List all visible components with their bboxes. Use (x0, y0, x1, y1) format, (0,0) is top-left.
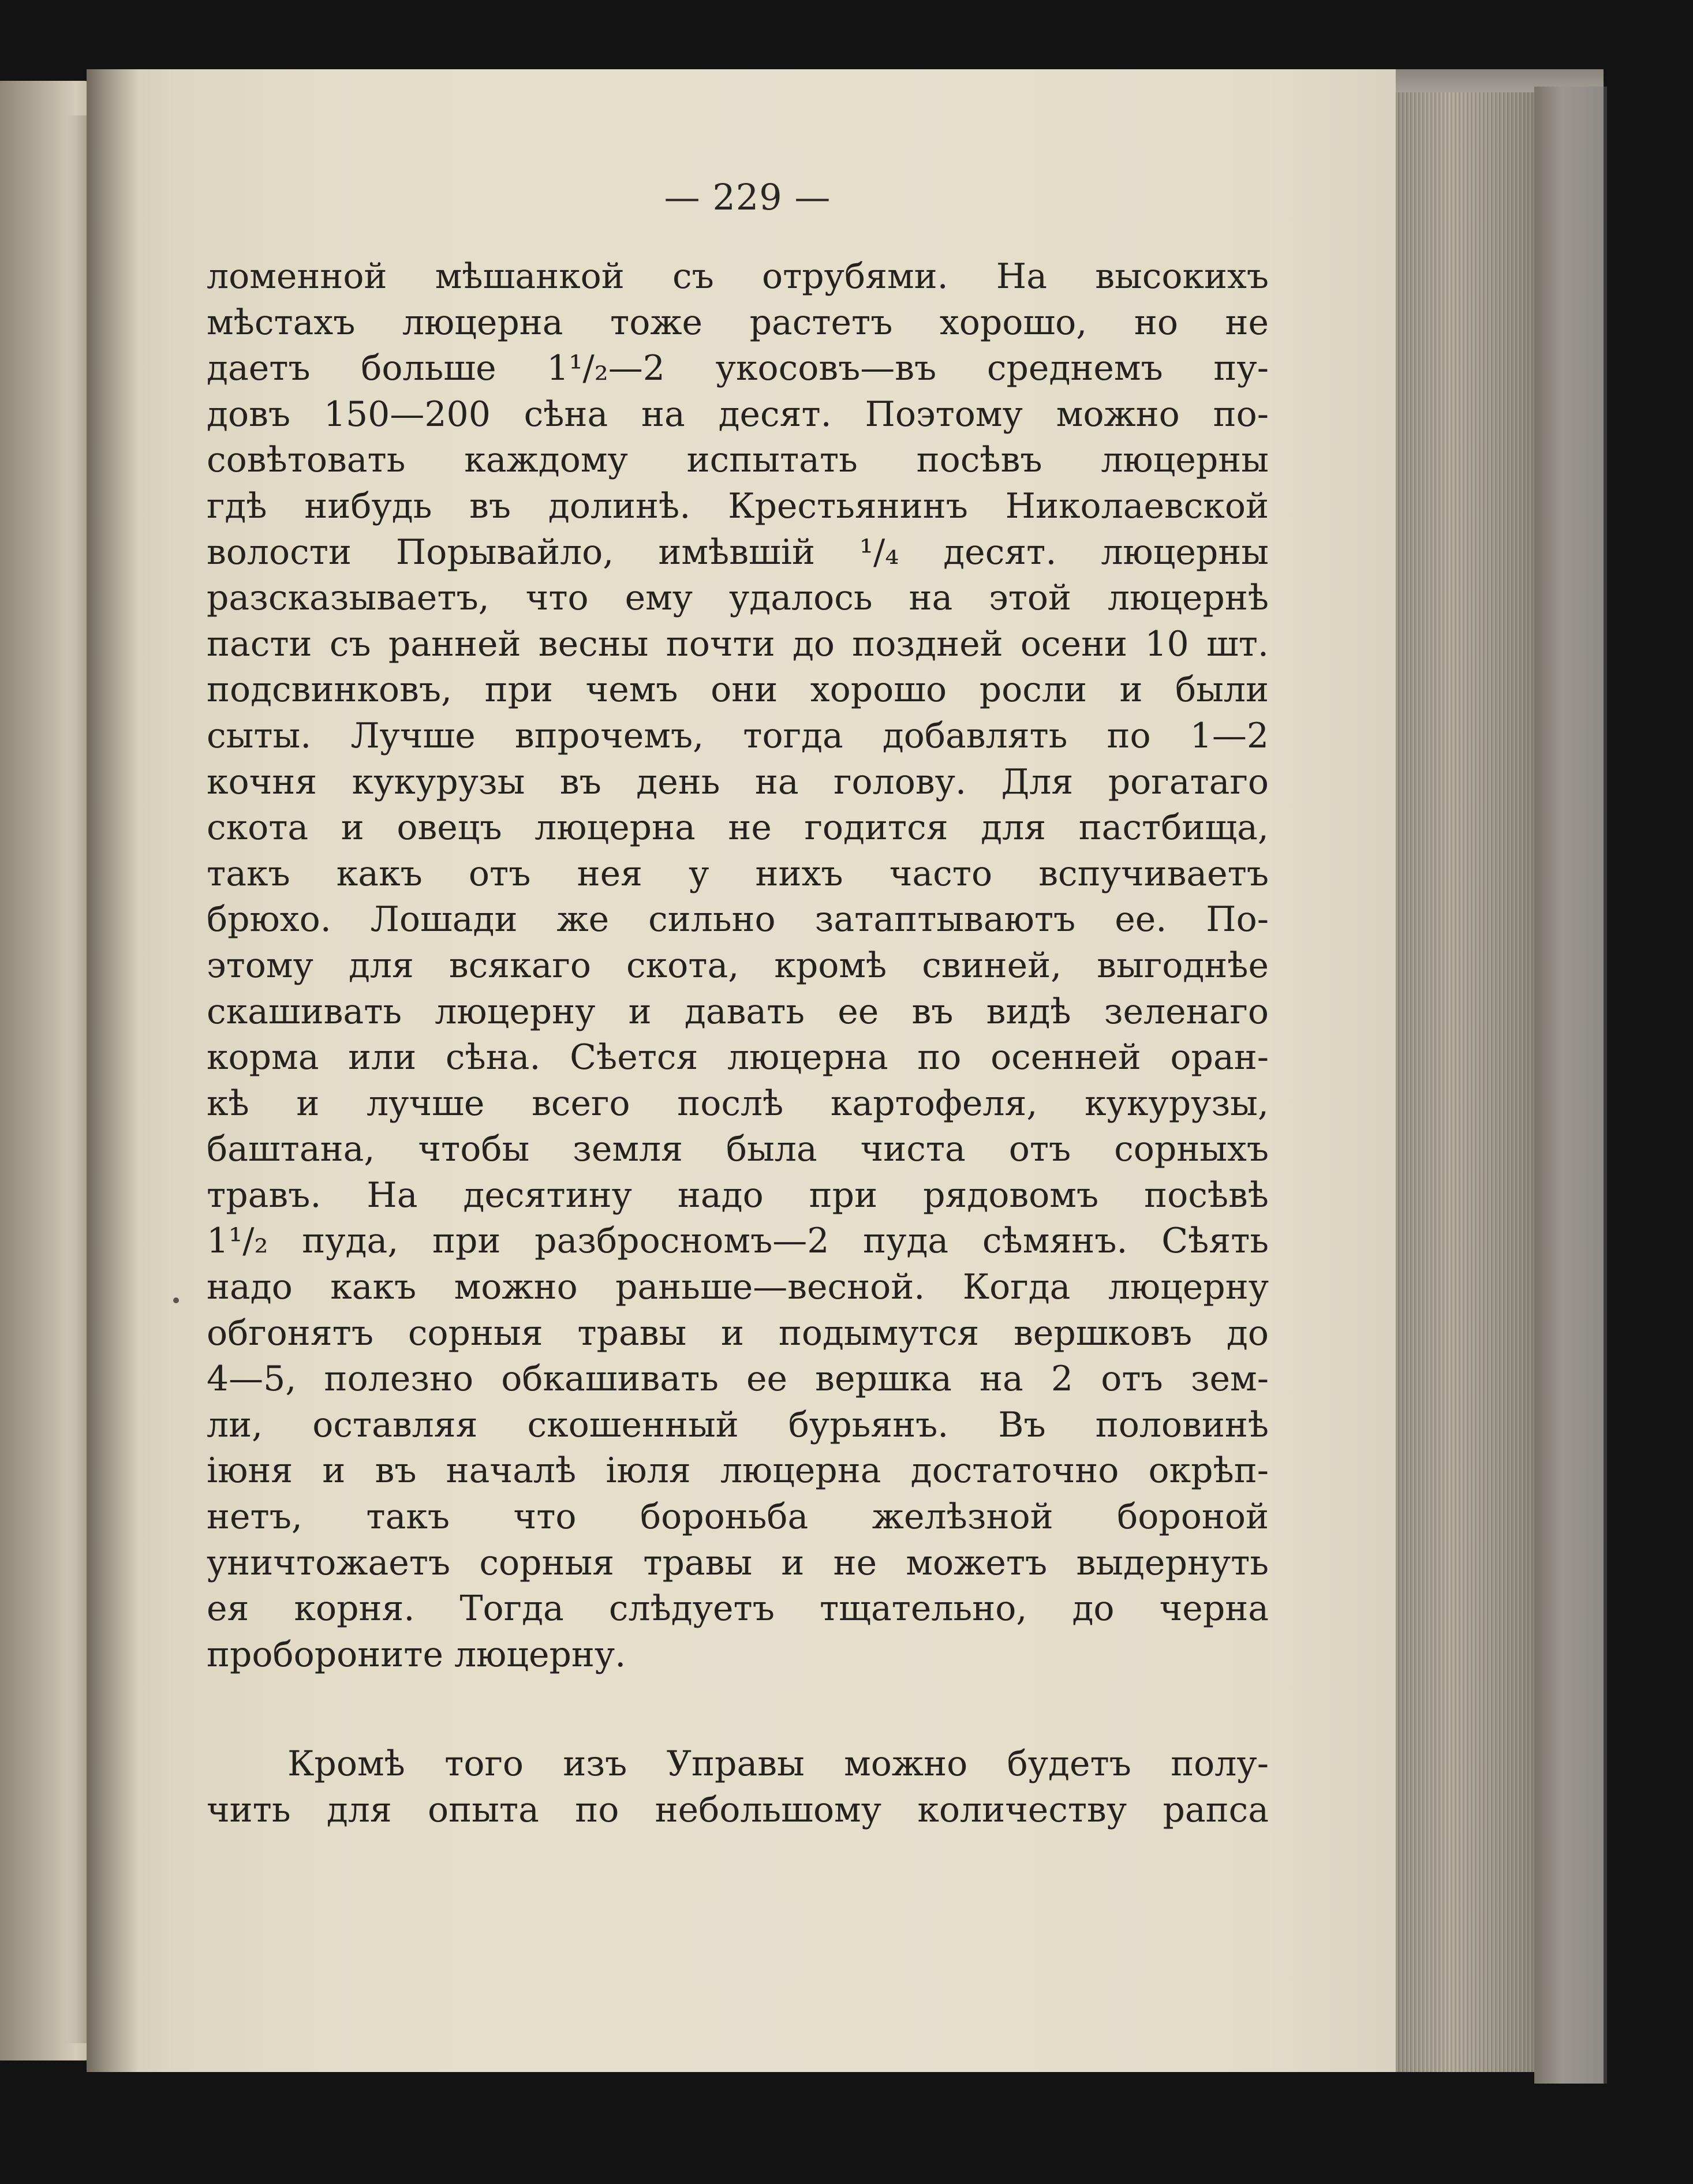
text-line: ея корня. Тогда слѣдуетъ тщательно, до черна (207, 1588, 1269, 1629)
text-line: надо какъ можно раньше—весной. Когда люцерну (207, 1267, 1269, 1308)
text-line: совѣтовать каждому испытать посѣвъ люцерны (207, 440, 1269, 481)
text-line: скота и овецъ люцерна не годится для пастбища, (207, 807, 1269, 848)
text-line: довъ 150—200 сѣна на десят. Поэтому можно по- (207, 394, 1269, 435)
paper-speck (173, 1297, 179, 1303)
book-page (98, 69, 1397, 2072)
text-line: нетъ, такъ что бороньба желѣзной бороной (207, 1497, 1269, 1538)
text-line: Кромѣ того изъ Управы можно будетъ полу- (287, 1744, 1269, 1785)
text-line: баштана, чтобы земля была чиста отъ сорныхъ (207, 1129, 1269, 1170)
text-line: брюхо. Лошади же сильно затаптываютъ ее. По- (207, 899, 1269, 940)
page-text (207, 254, 1269, 1834)
text-line: волости Порывайло, имѣвшій ¹/₄ десят. люцерны (207, 532, 1269, 573)
text-line: обгонятъ сорныя травы и подымутся вершковъ до (207, 1312, 1269, 1353)
book-cover (1534, 87, 1607, 2084)
text-line: разсказываетъ, что ему удалось на этой люцернѣ (207, 578, 1269, 619)
text-line: корма или сѣна. Сѣется люцерна по осенней оран- (207, 1037, 1269, 1078)
text-line: ли, оставляя скошенный бурьянъ. Въ половинѣ (207, 1404, 1269, 1445)
text-line: 1¹/₂ пуда, при разбросномъ—2 пуда сѣмянъ. Сѣять (207, 1221, 1269, 1262)
paragraph-gap (207, 1678, 1269, 1741)
paragraph-1 (207, 254, 1269, 1678)
text-line: пробороните люцерну. (207, 1634, 626, 1675)
text-line: пасти съ ранней весны почти до поздней осени 10 шт. (207, 623, 1269, 664)
text-line: 4—5, полезно обкашивать ее вершка на 2 отъ зем- (207, 1359, 1269, 1400)
text-line: кочня кукурузы въ день на голову. Для рогатаго (207, 761, 1269, 802)
text-line: такъ какъ отъ нея у нихъ часто вспучиваетъ (207, 853, 1269, 894)
gutter-shadow (87, 69, 139, 2072)
text-line: травъ. На десятину надо при рядовомъ посѣвѣ (207, 1175, 1269, 1216)
text-line: даетъ больше 1¹/₂—2 укосовъ—въ среднемъ пу- (207, 348, 1269, 389)
text-line: уничтожаетъ сорныя травы и не можетъ выдернуть (207, 1542, 1269, 1583)
page-block-shade (1396, 69, 1534, 2072)
text-line: гдѣ нибудь въ долинѣ. Крестьянинъ Николаевской (207, 485, 1269, 526)
text-line: этому для всякаго скота, кромѣ свиней, выгоднѣе (207, 945, 1269, 986)
text-line: ломенной мѣшанкой съ отрубями. На высокихъ (207, 256, 1269, 297)
page-number: — 229 — (664, 176, 831, 218)
text-line: іюня и въ началѣ іюля люцерна достаточно окрѣп- (207, 1450, 1269, 1491)
text-line: скашивать люцерну и давать ее въ видѣ зеленаго (207, 991, 1269, 1032)
text-line: подсвинковъ, при чемъ они хорошо росли и были (207, 670, 1269, 710)
paragraph-2 (207, 1741, 1269, 1833)
text-line: сыты. Лучше впрочемъ, тогда добавлять по 1—2 (207, 715, 1269, 756)
text-line: кѣ и лучше всего послѣ картофеля, кукурузы, (207, 1083, 1269, 1124)
text-line: мѣстахъ люцерна тоже растетъ хорошо, но не (207, 302, 1269, 343)
text-line: чить для опыта по небольшому количеству рапса (207, 1790, 1269, 1830)
